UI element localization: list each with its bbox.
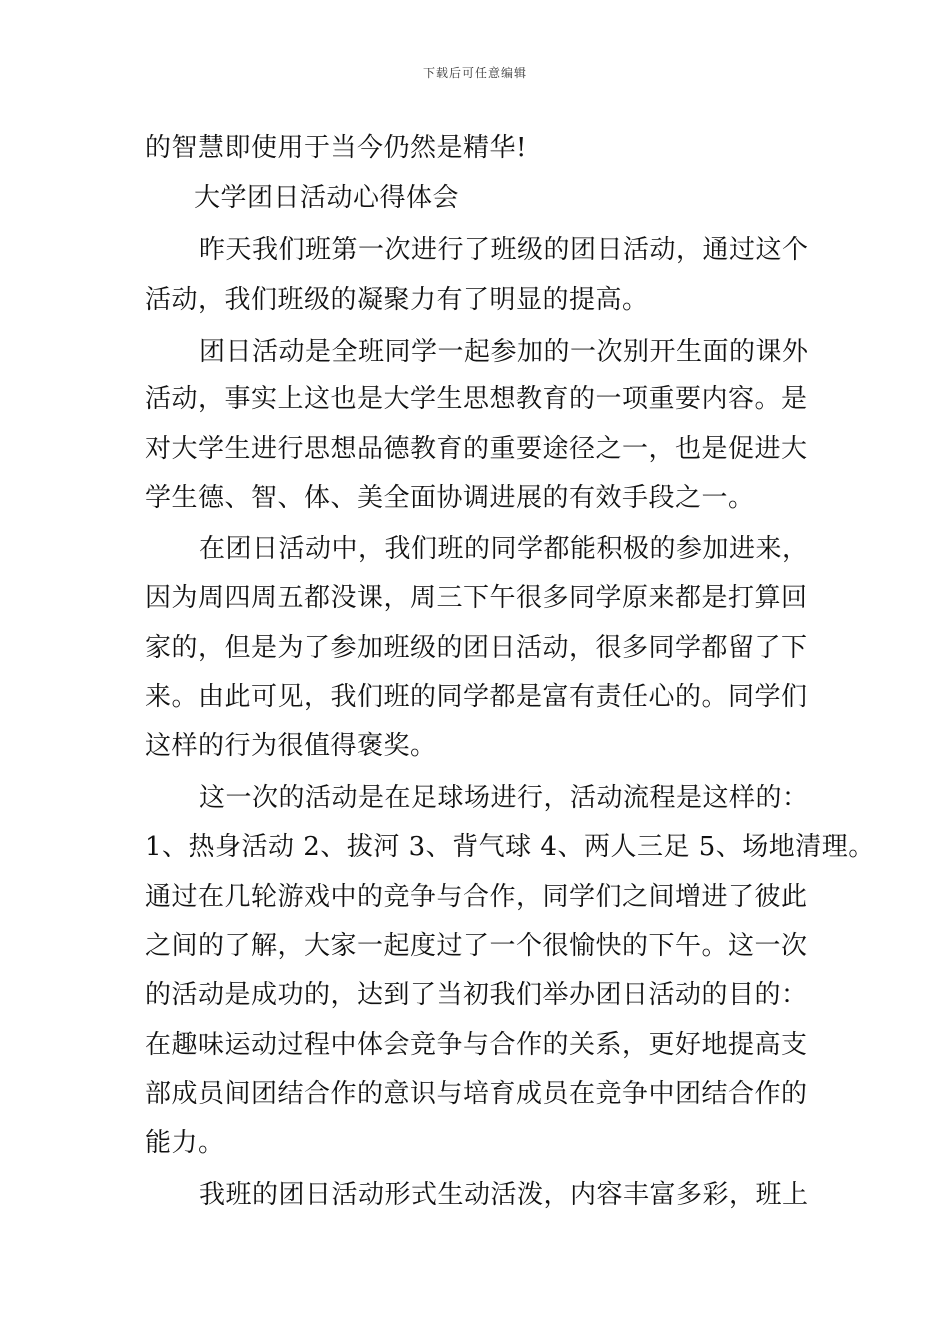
text-line: 在团日活动中，我们班的同学都能积极的参加进来， bbox=[199, 534, 809, 564]
text-line: 团日活动是全班同学一起参加的一次别开生面的课外 bbox=[199, 337, 809, 367]
text-line: 我班的团日活动形式生动活泼，内容丰富多彩，班上 bbox=[199, 1180, 809, 1210]
text-line: 在趣味运动过程中体会竞争与合作的关系，更好地提高支 bbox=[145, 1030, 808, 1060]
text-line: 对大学生进行思想品德教育的重要途径之一，也是促进大 bbox=[145, 434, 808, 464]
text-line: 这样的行为很值得褒奖。 bbox=[145, 731, 437, 761]
text-line: 学生德、智、体、美全面协调进展的有效手段之一。 bbox=[145, 483, 755, 513]
text-line: 部成员间团结合作的意识与培育成员在竞争中团结合作的 bbox=[145, 1079, 808, 1109]
text-line: 来。由此可见，我们班的同学都是富有责任心的。同学们 bbox=[145, 682, 808, 712]
text-line: 能力。 bbox=[145, 1128, 225, 1158]
text-line: 家的，但是为了参加班级的团日活动，很多同学都留了下 bbox=[145, 633, 808, 663]
section-title: 大学团日活动心得体会 bbox=[194, 183, 460, 213]
text-line: 之间的了解，大家一起度过了一个很愉快的下午。这一次 bbox=[145, 931, 808, 961]
text-line: 的智慧即使用于当今仍然是精华! bbox=[145, 133, 527, 163]
text-line: 的活动是成功的，达到了当初我们举办团日活动的目的： bbox=[145, 980, 808, 1010]
text-line: 因为周四周五都没课，周三下午很多同学原来都是打算回 bbox=[145, 583, 808, 613]
text-line: 活动，事实上这也是大学生思想教育的一项重要内容。是 bbox=[145, 384, 808, 414]
text-line: 通过在几轮游戏中的竞争与合作，同学们之间增进了彼此 bbox=[145, 882, 808, 912]
text-line: 1、热身活动 2、拔河 3、背气球 4、两人三足 5、场地清理。 bbox=[145, 832, 875, 862]
text-line: 活动，我们班级的凝聚力有了明显的提高。 bbox=[145, 285, 649, 315]
text-line: 这一次的活动是在足球场进行，活动流程是这样的： bbox=[199, 783, 809, 813]
page-header-note: 下载后可任意编辑 bbox=[422, 66, 527, 80]
text-line: 昨天我们班第一次进行了班级的团日活动，通过这个 bbox=[199, 235, 809, 265]
